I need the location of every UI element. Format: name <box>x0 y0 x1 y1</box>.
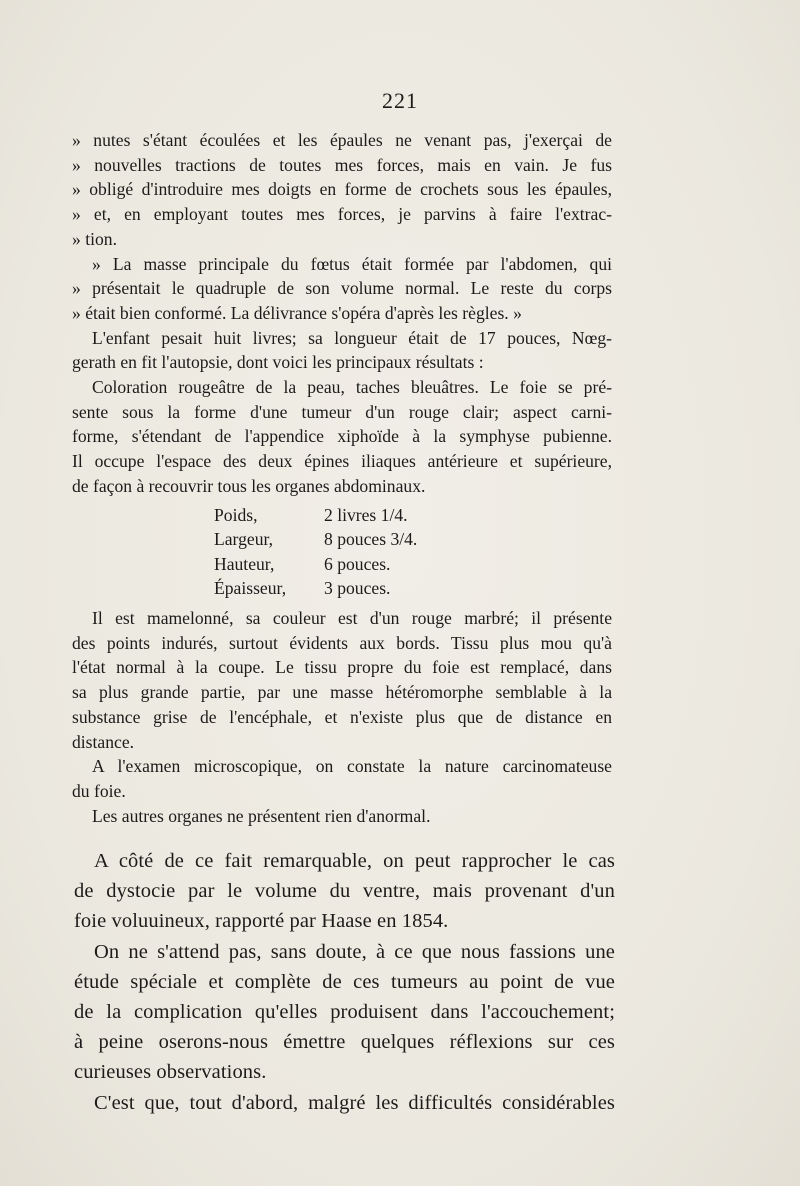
text-line: sente sous la forme d'une tumeur d'un rouge clair; aspect carni- <box>72 401 612 422</box>
measurement-label: Largeur, <box>214 529 274 550</box>
text-line: étude spéciale et complète de ces tumeurs au point de vue <box>74 970 615 993</box>
measurement-row <box>214 527 417 551</box>
text-line: » et, en employant toutes mes forces, je parvins à faire l'extrac- <box>72 204 612 225</box>
text-line: A l'examen microscopique, on constate la nature carcinomateuse <box>92 756 612 777</box>
text-line: des points indurés, surtout évidents aux bords. Tissu plus mou qu'à <box>72 632 612 653</box>
text-line: gerath en fit l'autopsie, dont voici les principaux résultats : <box>72 352 484 373</box>
text-line: » tion. <box>72 228 117 249</box>
measurement-label: Hauteur, <box>214 553 275 574</box>
text-line: substance grise de l'encéphale, et n'existe plus que de distance en <box>72 706 612 727</box>
measurement-value: 6 pouces. <box>324 553 391 574</box>
text-line: forme, s'étendant de l'appendice xiphoïde à la symphyse pubienne. <box>72 426 612 447</box>
text-line: » La masse principale du fœtus était formée par l'abdomen, qui <box>92 253 612 274</box>
measurement-value: 8 pouces 3/4. <box>324 529 418 550</box>
text-line: On ne s'attend pas, sans doute, à ce que nous fassions une <box>94 940 615 963</box>
text-line: L'enfant pesait huit livres; sa longueur était de 17 pouces, Nœg- <box>92 327 612 348</box>
liver-measurements-table <box>214 503 417 601</box>
measurement-label: Épaisseur, <box>214 578 287 599</box>
text-line: de façon à recouvrir tous les organes abdominaux. <box>72 475 426 496</box>
autopsy-findings-text <box>72 606 612 828</box>
text-line: » présentait le quadruple de son volume normal. Le reste du corps <box>72 278 612 299</box>
text-line: Les autres organes ne présentent rien d'anormal. <box>92 805 431 826</box>
measurement-label: Poids, <box>214 505 258 525</box>
page-number: 221 <box>382 88 418 113</box>
text-line: » était bien conformé. La délivrance s'opéra d'après les règles. » <box>72 302 522 323</box>
text-line: Il est mamelonné, sa couleur est d'un rouge marbré; il présente <box>92 608 612 628</box>
measurement-row <box>214 503 417 527</box>
text-line: de la complication qu'elles produisent dans l'accouchement; <box>74 1001 615 1024</box>
commentary-text <box>74 846 615 1118</box>
text-line: » nouvelles tractions de toutes mes forces, mais en vain. Je fus <box>72 154 612 175</box>
text-line: sa plus grande partie, par une masse hétéromorphe semblable à la <box>72 682 612 703</box>
text-line: foie voluuineux, rapporté par Haase en 1854. <box>74 910 449 933</box>
text-line: » nutes s'étant écoulées et les épaules ne venant pas, j'exerçai de <box>72 130 612 150</box>
measurement-value: 2 livres 1/4. <box>324 505 408 525</box>
measurement-value: 3 pouces. <box>324 578 391 599</box>
measurement-row <box>214 552 417 576</box>
case-report-text <box>72 128 612 499</box>
measurement-row <box>214 576 417 600</box>
text-line: A côté de ce fait remarquable, on peut rapprocher le cas <box>94 850 615 872</box>
text-line: distance. <box>72 731 135 752</box>
text-line: C'est que, tout d'abord, malgré les difficultés considérables <box>94 1091 615 1114</box>
text-line: à peine oserons-nous émettre quelques réflexions sur ces <box>74 1031 615 1054</box>
text-line: Coloration rougeâtre de la peau, taches bleuâtres. Le foie se pré- <box>92 377 612 398</box>
text-line: l'état normal à la coupe. Le tissu propre du foie est remplacé, dans <box>72 657 612 678</box>
text-line: Il occupe l'espace des deux épines iliaques antérieure et supérieure, <box>72 451 612 472</box>
text-line: de dystocie par le volume du ventre, mais provenant d'un <box>74 880 615 903</box>
text-line: curieuses observations. <box>74 1061 267 1084</box>
text-line: du foie. <box>72 780 126 801</box>
text-line: » obligé d'introduire mes doigts en forme de crochets sous les épaules, <box>72 179 612 200</box>
